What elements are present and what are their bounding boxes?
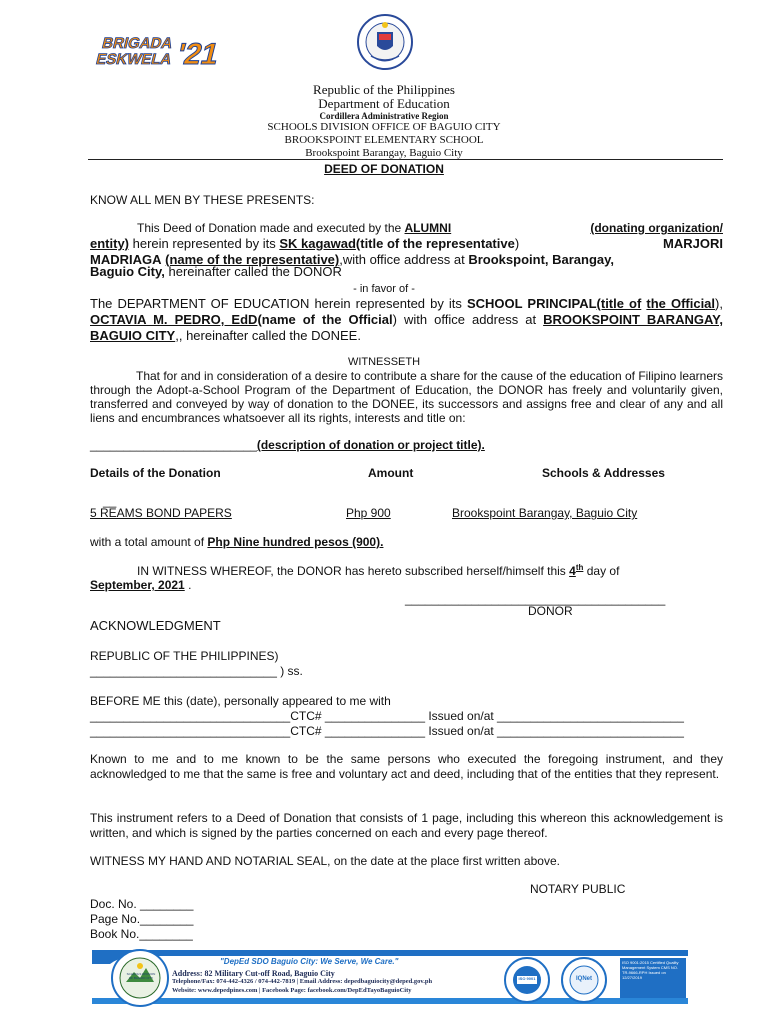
footer-phone: Telephone/Fax: 074-442-4326 / 074-442-7819 | Email Address: depedbaguiocity@deped.gov.ph bbox=[172, 978, 433, 985]
header-department: Department of Education bbox=[318, 96, 450, 111]
official-title: SCHOOL PRINCIPAL bbox=[466, 296, 597, 311]
acknowledgment-title: ACKNOWLEDGMENT bbox=[90, 618, 221, 633]
deped-seal bbox=[357, 12, 413, 74]
footer-iqnet-text: IQNet bbox=[575, 976, 592, 982]
rep-name-b: MADRIAGA bbox=[90, 252, 162, 267]
rep-name-a: MARJORI bbox=[663, 236, 723, 251]
footer-web: Website: www.depedpines.com | Facebook Page: facebook.com/DepEdTayoBaguioCity bbox=[172, 987, 412, 994]
donor-address: Brookspoint, Barangay, bbox=[468, 252, 615, 267]
deed-title: DEED OF DONATION bbox=[324, 162, 444, 176]
intro-paragraph bbox=[90, 236, 723, 252]
donation-detail: 5 REAMS BOND PAPERS bbox=[90, 506, 232, 520]
donor-organization: ALUMNI bbox=[404, 221, 452, 235]
witness-whereof bbox=[90, 561, 723, 592]
notary-public-label: NOTARY PUBLIC bbox=[530, 882, 626, 896]
header-republic: Republic of the Philippines bbox=[313, 82, 455, 97]
description-blank: _________________________ bbox=[90, 438, 257, 452]
org-hint-a: (donating organization/ bbox=[590, 221, 723, 235]
header-school: BROOKSPOINT ELEMENTARY SCHOOL bbox=[284, 134, 484, 146]
brigada-logo-year: '21 bbox=[173, 37, 223, 69]
description-line bbox=[90, 438, 485, 452]
header-school-address: Brookspoint Barangay, Baguio City bbox=[305, 147, 463, 159]
brigada-logo-line2: ESKWELA bbox=[94, 51, 174, 68]
donor-label: DONOR bbox=[528, 604, 573, 618]
in-favor-of: - in favor of - bbox=[353, 283, 415, 295]
ack-known-paragraph: Known to me and to me known to be the same persons who executed the foregoing instrument, and they acknowledged to me that the same is free and voluntary act and deed, including that of the entities that they represent. bbox=[90, 752, 723, 781]
footer-motto: "DepEd SDO Baguio City: We Serve, We Care." bbox=[220, 957, 399, 966]
footer-iso-cert: ISO 9001:2015 Certified Quality Management System CMS NO. TR-9666-RPH Issued on 12/27/2019 bbox=[622, 960, 679, 980]
know-all-men: KNOW ALL MEN BY THESE PRESENTS: bbox=[90, 193, 315, 207]
witness-trail: . bbox=[184, 578, 192, 592]
witness-day: 4 bbox=[569, 564, 576, 578]
official-name-hint: (name of the Official bbox=[257, 312, 393, 327]
brigada-logo-line1: BRIGADA bbox=[100, 35, 175, 52]
ack-instrument-paragraph: This instrument refers to a Deed of Donation that consists of 1 page, including this whereon this acknowledgement is written, and which is signed by the parties concerned on each and every page thereof. bbox=[90, 811, 723, 840]
witness-text2: day of bbox=[583, 564, 620, 578]
intro-text3: ,with office address at bbox=[339, 252, 469, 267]
footer-seal-text: SCHOOLS DIVISION OF BAGUIO CITY bbox=[126, 972, 156, 980]
table-header-schools: Schools & Addresses bbox=[542, 466, 665, 480]
witnesseth-heading: WITNESSETH bbox=[347, 356, 421, 368]
footer-address: Address: 82 Military Cut-off Road, Baguio City bbox=[172, 969, 335, 978]
official-title-hint-a: (title of bbox=[596, 296, 642, 311]
donee-paragraph bbox=[90, 296, 723, 344]
donee-text2: ), bbox=[715, 296, 723, 311]
donee-address: BROOKSPOINT BARANGAY, BAGUIO CITY bbox=[90, 312, 723, 343]
official-name: OCTAVIA M. PEDRO, EdD bbox=[90, 312, 258, 327]
ack-ctc-row-2: ______________________________CTC# _______________ Issued on/at ____________________________ bbox=[90, 724, 684, 738]
book-no: Book No.________ bbox=[90, 927, 193, 941]
witnesseth-body: That for and in consideration of a desire to contribute a share for the cause of the education of Filipino learners through the Adopt-a-School Program of the Department of Education, the DONOR has freely and voluntarily given, transferred and conveyed by way of donation to the DONEE, its successors and assigns free and clear of any and all liens and encumbrances whatsoever all its rights, interests and title on: bbox=[90, 369, 724, 425]
ack-witness-seal: WITNESS MY HAND AND NOTARIAL SEAL, on the date at the place first written above. bbox=[90, 854, 560, 868]
table-header-amount: Amount bbox=[368, 466, 414, 480]
ack-ss-line: ____________________________ ) ss. bbox=[90, 664, 303, 678]
intro-line1 bbox=[90, 221, 723, 235]
ack-republic: REPUBLIC OF THE PHILIPPINES) bbox=[90, 649, 279, 663]
letterhead-footer bbox=[0, 928, 768, 1018]
donation-school: Brookspoint Barangay, Baguio City bbox=[452, 506, 638, 520]
witness-day-suffix: th bbox=[575, 563, 584, 572]
intro-text1: This Deed of Donation made and executed by the bbox=[137, 221, 405, 235]
representative-title: SK kagawad bbox=[279, 236, 356, 251]
doc-no: Doc. No. ________ bbox=[90, 897, 194, 911]
rep-close-paren: ) bbox=[514, 236, 520, 251]
donor-signature-line: _______________________________________ bbox=[405, 592, 666, 606]
donor-address-cont: Baguio City, bbox=[90, 264, 165, 279]
intro-line4 bbox=[90, 264, 723, 280]
total-text: with a total amount of bbox=[90, 535, 208, 549]
donation-amount: Php 900 bbox=[346, 506, 391, 520]
official-title-hint-b: the Official bbox=[646, 296, 716, 311]
footer-iso-seal-text: ISO 9001 bbox=[518, 976, 536, 981]
rep-name-hint: (name of the representative) bbox=[165, 252, 340, 267]
witness-text1: IN WITNESS WHEREOF, the DONOR has hereto subscribed herself/himself this bbox=[137, 564, 570, 578]
table-row-dash: __ bbox=[103, 494, 117, 508]
table-header-details: Details of the Donation bbox=[90, 466, 221, 480]
header-divider bbox=[88, 159, 723, 160]
ack-before-me: BEFORE ME this (date), personally appeared to me with bbox=[90, 694, 391, 708]
witness-date: September, 2021 bbox=[90, 578, 185, 592]
org-hint-b: entity) bbox=[90, 236, 129, 251]
ack-ctc-row-1: ______________________________CTC# _______________ Issued on/at ____________________________ bbox=[90, 709, 684, 723]
intro-text2: herein represented by its bbox=[129, 236, 280, 251]
total-line bbox=[90, 535, 383, 549]
header-region: Cordillera Administrative Region bbox=[319, 111, 449, 121]
total-amount: Php Nine hundred pesos (900). bbox=[207, 535, 384, 549]
page-no: Page No.________ bbox=[90, 912, 194, 926]
intro-text4: hereinafter called the DONOR bbox=[164, 264, 342, 279]
donee-text1: The DEPARTMENT OF EDUCATION herein represented by its bbox=[90, 296, 467, 311]
donee-text4: ,, hereinafter called the DONEE. bbox=[175, 328, 361, 343]
header-division: SCHOOLS DIVISION OFFICE OF BAGUIO CITY bbox=[267, 121, 501, 133]
rep-title-hint: (title of the representative bbox=[355, 236, 515, 251]
description-hint: (description of donation or project title). bbox=[256, 438, 485, 452]
donee-text3: ) with office address at bbox=[392, 312, 537, 327]
brigada-eskwela-logo bbox=[93, 33, 233, 69]
